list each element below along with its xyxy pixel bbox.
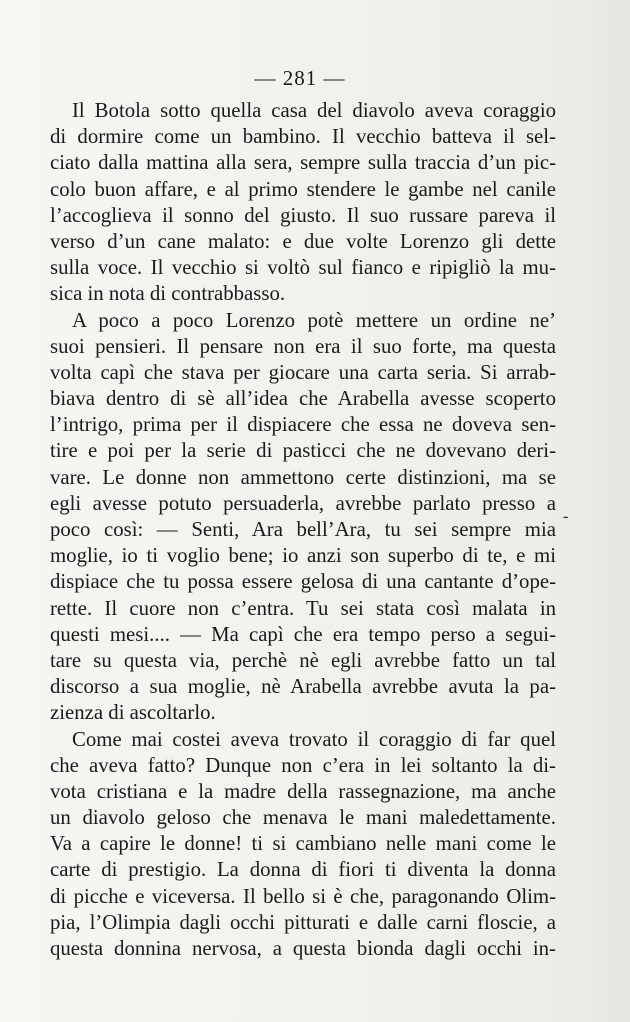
text-line: volta capì che stava per giocare una carta seria. Si arrab- [50,360,556,384]
text-line: tire e poi per la serie di pasticci che ne dovevano deri- [50,439,556,463]
text-line: vota cristiana e la madre della rassegnazione, ma anche [50,779,556,803]
text-line: suoi pensieri. Il pensare non era il suo forte, ma questa [50,334,556,358]
page-number: — 281 — [254,66,346,90]
text-line: rette. Il cuore non c’entra. Tu sei stata così malata in [50,596,556,620]
body-text [50,98,556,962]
text-line: sica in nota di contrabbasso. [50,282,286,306]
text-line: A poco a poco Lorenzo potè mettere un ordine ne’ [72,308,556,332]
text-line: vare. Le donne non ammettono certe distinzioni, ma se [50,465,556,489]
text-line: pia, l’Olimpia dagli occhi pitturati e dalle carni floscie, a [50,910,556,934]
text-line: ciato dalla mattina alla sera, sempre sulla traccia d’un pic- [50,151,556,175]
text-line: carte di prestigio. La donna di fiori ti diventa la donna [50,858,556,882]
text-line: di picche e viceversa. Il bello si è che, paragonando Olim- [50,884,556,908]
text-line: Il Botola sotto quella casa del diavolo aveva coraggio [72,99,556,122]
text-line: di dormire come un bambino. Il vecchio batteva il sel- [50,125,556,149]
text-line: un diavolo geloso che menava le mani maledettamente. [50,806,556,830]
text-line: tare su questa via, perchè nè egli avrebbe fatto un tal [50,648,556,672]
text-line: che aveva fatto? Dunque non c’era in lei soltanto la di- [50,753,556,777]
text-line: l’intrigo, prima per il dispiacere che essa ne doveva sen- [50,413,556,437]
text-line: questa donnina nervosa, a questa bionda dagli occhi in- [50,937,556,960]
text-line: verso d’un cane malato: e due volte Lorenzo gli dette [50,229,556,253]
text-line: discorso a sua moglie, nè Arabella avrebbe avuta la pa- [50,675,556,699]
margin-mark: - [563,508,569,525]
text-line: questi mesi.... — Ma capì che era tempo perso a segui- [50,622,556,646]
text-line: zienza di ascoltarlo. [50,701,216,725]
text-line: biava dentro di sè all’idea che Arabella avesse scoperto [50,387,556,411]
text-line: colo buon affare, e al primo stendere le gambe nel canile [50,177,556,201]
text-line: Va a capire le donne! ti si cambiano nelle mani come le [50,832,556,856]
text-line: l’accoglieva il sonno del giusto. Il suo russare pareva il [50,203,556,227]
text-line: egli avesse potuto persuaderla, avrebbe parlato presso a [50,491,556,515]
text-line: sulla voce. Il vecchio si voltò sul fianco e ripigliò la mu- [50,256,556,280]
text-line: Come mai costei aveva trovato il coraggio di far quel [72,727,556,751]
text-line: poco così: — Senti, Ara bell’Ara, tu sei sempre mia [50,518,556,541]
text-line: moglie, io ti voglio bene; io anzi son superbo di te, e mi [50,544,556,568]
text-line: dispiace che tu possa essere gelosa di una cantante d’ope- [50,570,556,594]
